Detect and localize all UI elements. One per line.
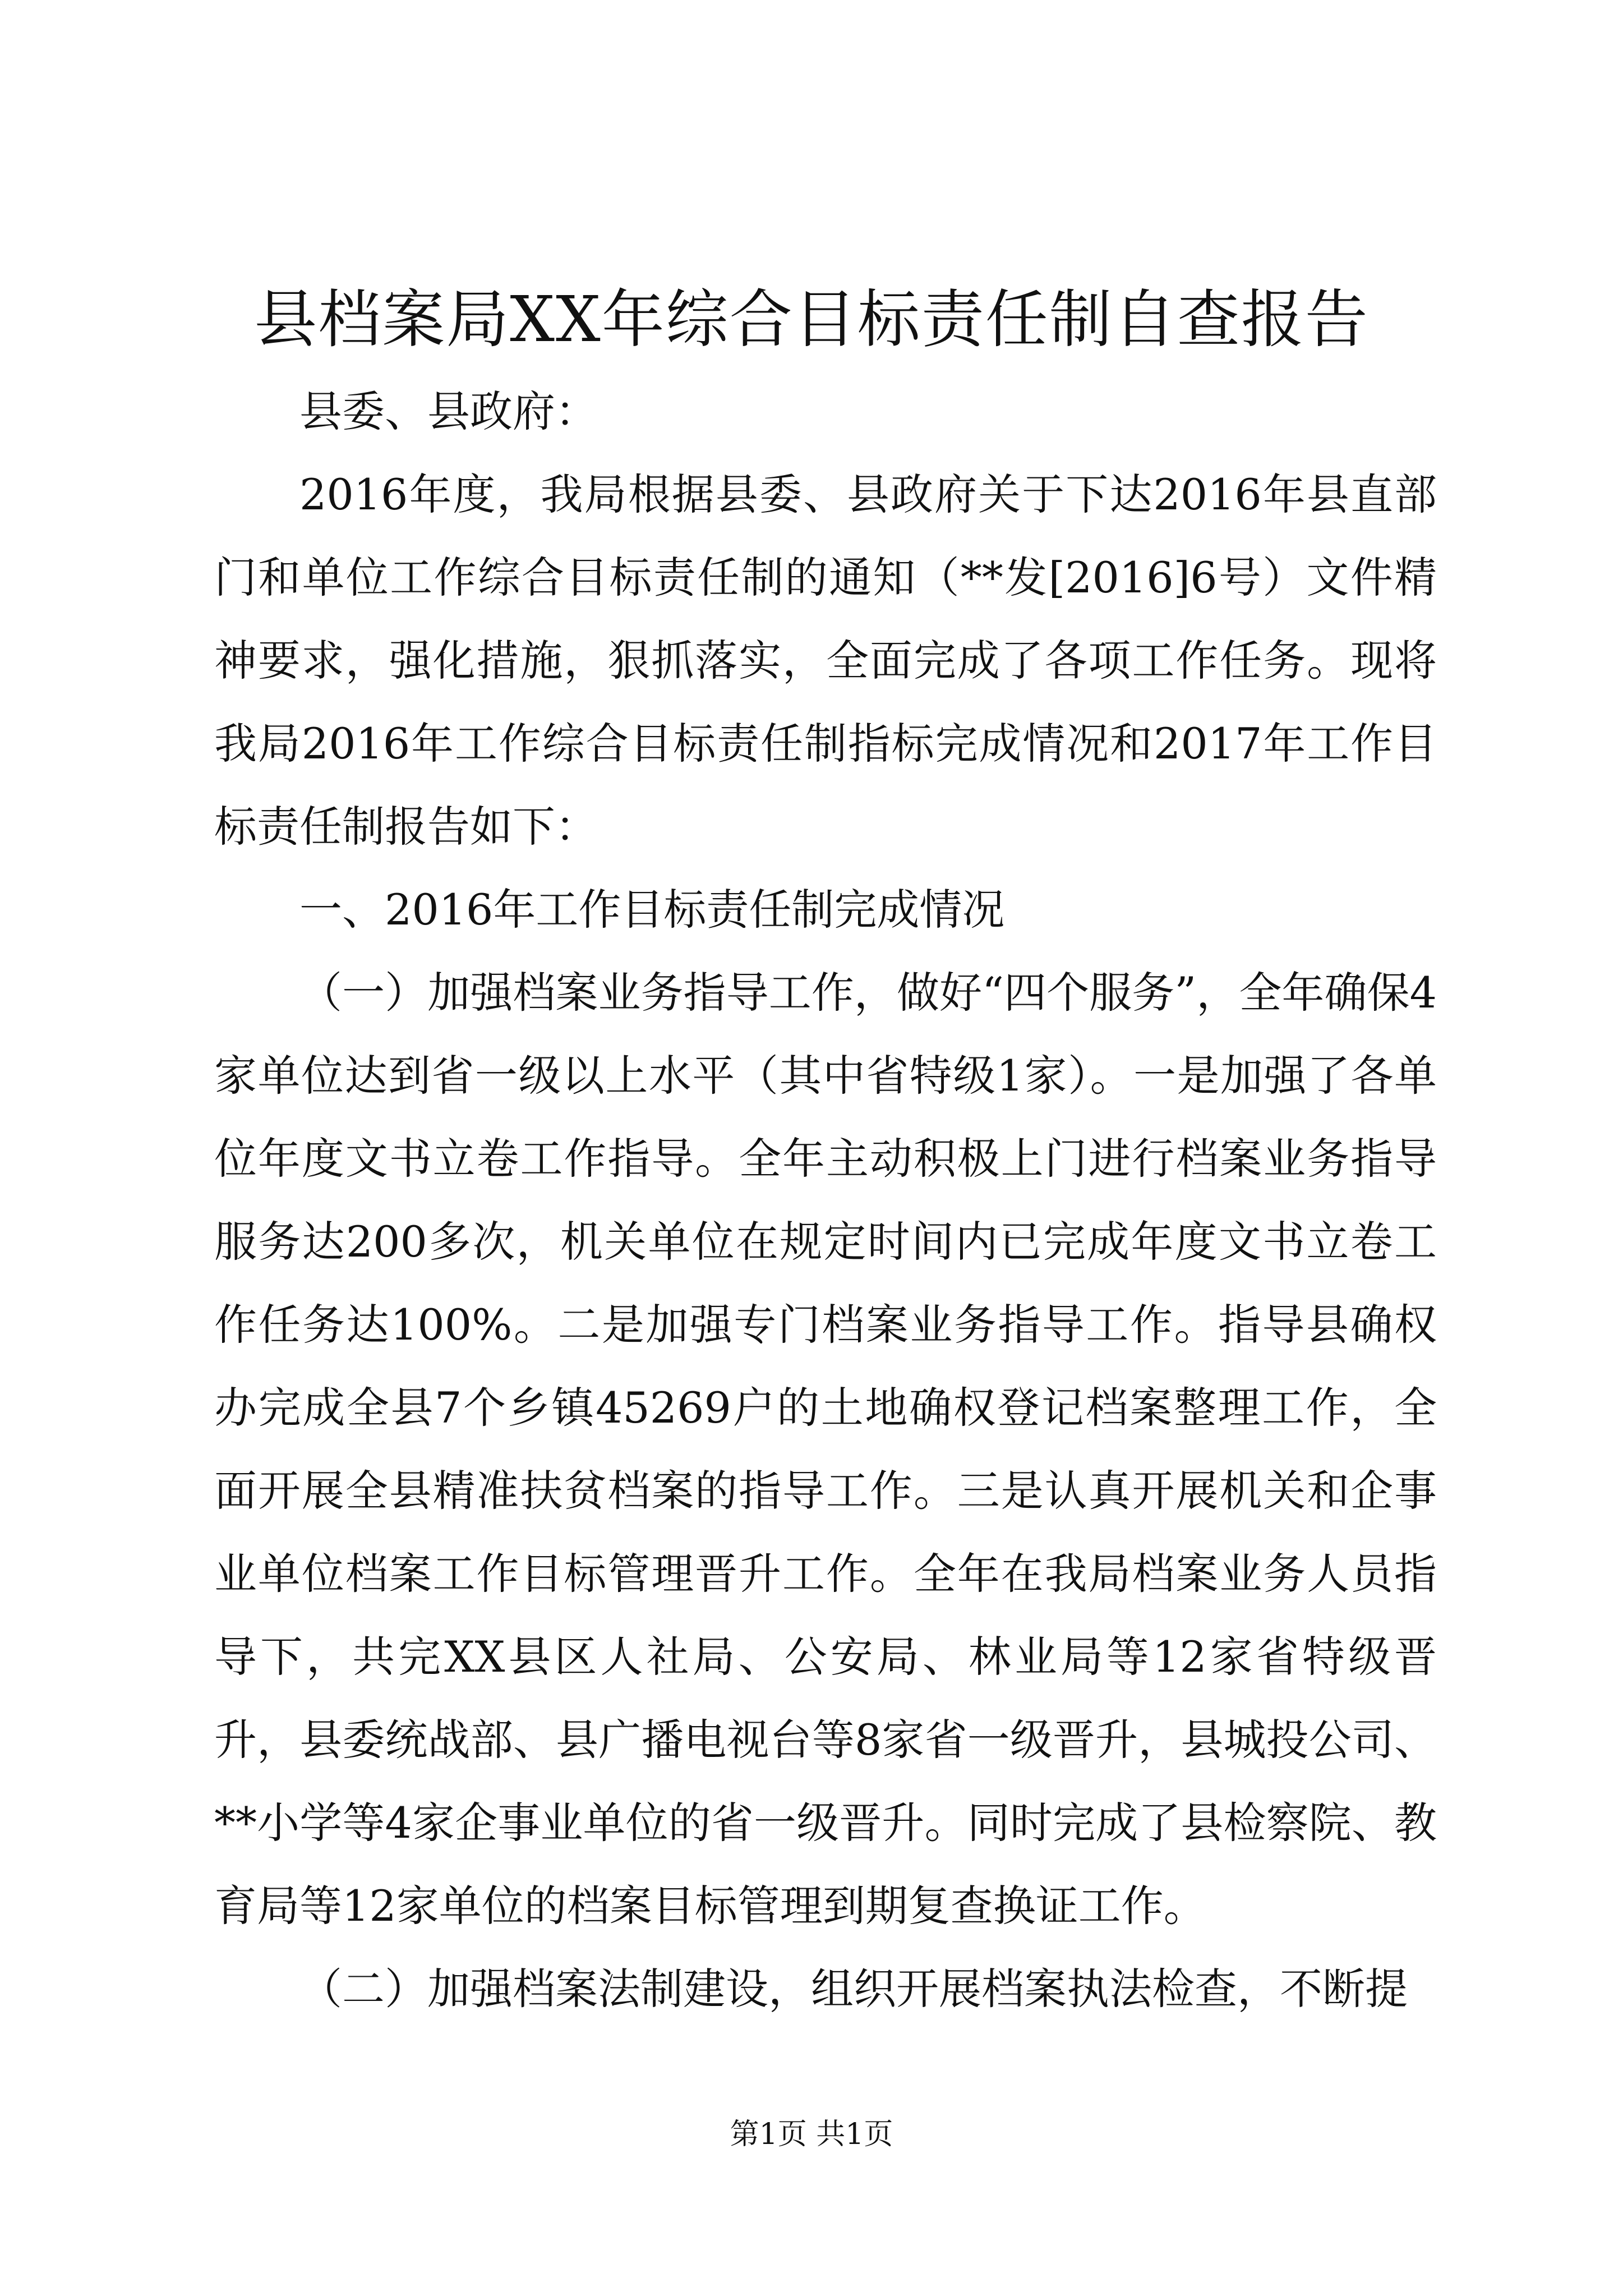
paragraph-item-1: （一）加强档案业务指导工作，做好“四个服务”，全年确保4家单位达到省一级以上水平（其中省特级1家）。一是加强了各单位年度文书立卷工作指导。全年主动积极上门进行档案业务指导服务达200多次，机关单位在规定时间内已完成年度文书立卷工作任务达100%。二是加强专门档案业务指导工作。指导县确权办完成全县7个乡镇45269户的土地确权登记档案整理工作，全面开展全县精准扶贫档案的指导工作。三是认真开展机关和企事业单位档案工作目标管理晋升工作。全年在我局档案业务人员指导下，共完XX县区人社局、公安局、林业局等12家省特级晋升，县委统战部、县广播电视台等8家省一级晋升，县城投公司、**小学等4家企事业单位的省一级晋升。同时完成了县检察院、教育局等12家单位的档案目标管理到期复查换证工作。: [214, 968, 1437, 1931]
paragraph-intro: 2016年度，我局根据县委、县政府关于下达2016年县直部门和单位工作综合目标责任制的通知（**发[2016]6号）文件精神要求，强化措施，狠抓落实，全面完成了各项工作任务。现将我局2016年工作综合目标责任制指标完成情况和2017年工作目标责任制报告如下：: [214, 470, 1437, 852]
page-footer: 第1页 共1页: [730, 2118, 893, 2151]
paragraph-item-2: （二）加强档案法制建设，组织开展档案执法检查，不断提: [299, 1964, 1408, 2014]
salutation: 县委、县政府：: [299, 386, 598, 436]
document-body: [214, 370, 1437, 2031]
section-heading-1: 一、2016年工作目标责任制完成情况: [299, 885, 1005, 935]
document-title: 县档案局XX年综合目标责任制自查报告: [254, 283, 1369, 356]
